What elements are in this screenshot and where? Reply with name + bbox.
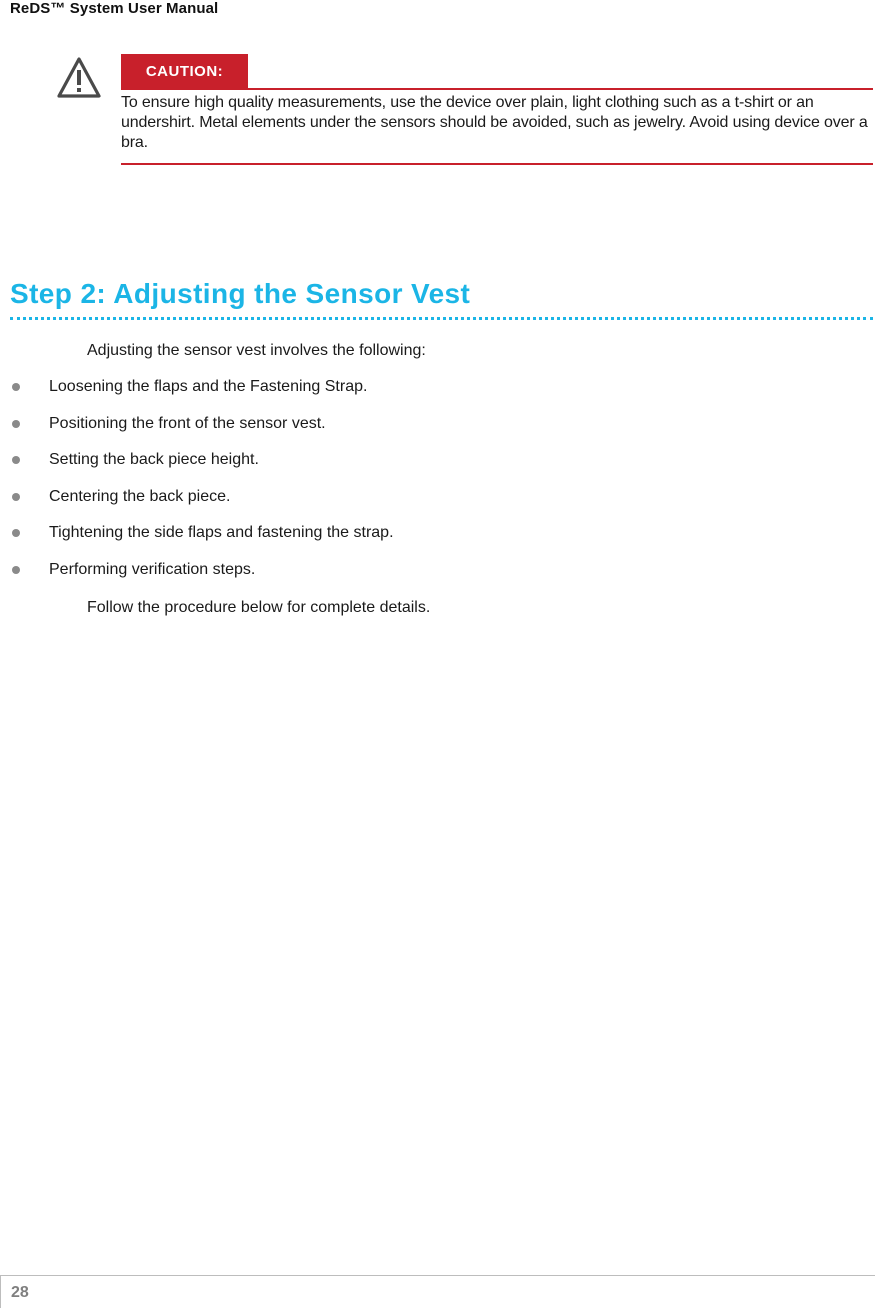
bullet-icon bbox=[12, 529, 20, 537]
caution-text: To ensure high quality measurements, use the device over plain, light clothing such as a t-shirt or an undershirt. Metal elements under the sensors should be avoided, such as jewelry. Avoid using device over a bra. bbox=[121, 94, 868, 151]
footer-side-rule bbox=[0, 1275, 1, 1308]
bullet-icon bbox=[12, 493, 20, 501]
caution-rule-top bbox=[121, 88, 873, 90]
section-heading: Step 2: Adjusting the Sensor Vest bbox=[10, 278, 471, 309]
list-item-text: Tightening the side flaps and fastening the strap. bbox=[49, 524, 394, 542]
list-item-text: Setting the back piece height. bbox=[49, 451, 259, 469]
list-item bbox=[12, 487, 394, 524]
caution-badge: CAUTION: bbox=[121, 54, 248, 88]
caution-rule-bottom bbox=[121, 163, 873, 165]
list-item bbox=[12, 560, 394, 597]
bullet-icon bbox=[12, 566, 20, 574]
intro-text: Adjusting the sensor vest involves the following: bbox=[87, 342, 426, 359]
bullet-list bbox=[12, 377, 394, 597]
list-item-text: Centering the back piece. bbox=[49, 487, 231, 505]
list-item bbox=[12, 523, 394, 560]
running-header: ReDS™ System User Manual bbox=[10, 0, 219, 17]
outro-text: Follow the procedure below for complete details. bbox=[87, 599, 431, 616]
list-item bbox=[12, 414, 394, 451]
list-item-text: Loosening the flaps and the Fastening Strap. bbox=[49, 378, 368, 395]
list-item-text: Positioning the front of the sensor vest. bbox=[49, 414, 326, 432]
footer-divider bbox=[0, 1275, 875, 1276]
bullet-icon bbox=[12, 420, 20, 428]
warning-triangle-icon bbox=[56, 56, 102, 100]
heading-divider bbox=[10, 317, 873, 320]
page-number: 28 bbox=[11, 1284, 29, 1301]
bullet-icon bbox=[12, 456, 20, 464]
bullet-icon bbox=[12, 383, 20, 391]
list-item bbox=[12, 377, 394, 414]
list-item bbox=[12, 450, 394, 487]
list-item-text: Performing verification steps. bbox=[49, 560, 256, 578]
